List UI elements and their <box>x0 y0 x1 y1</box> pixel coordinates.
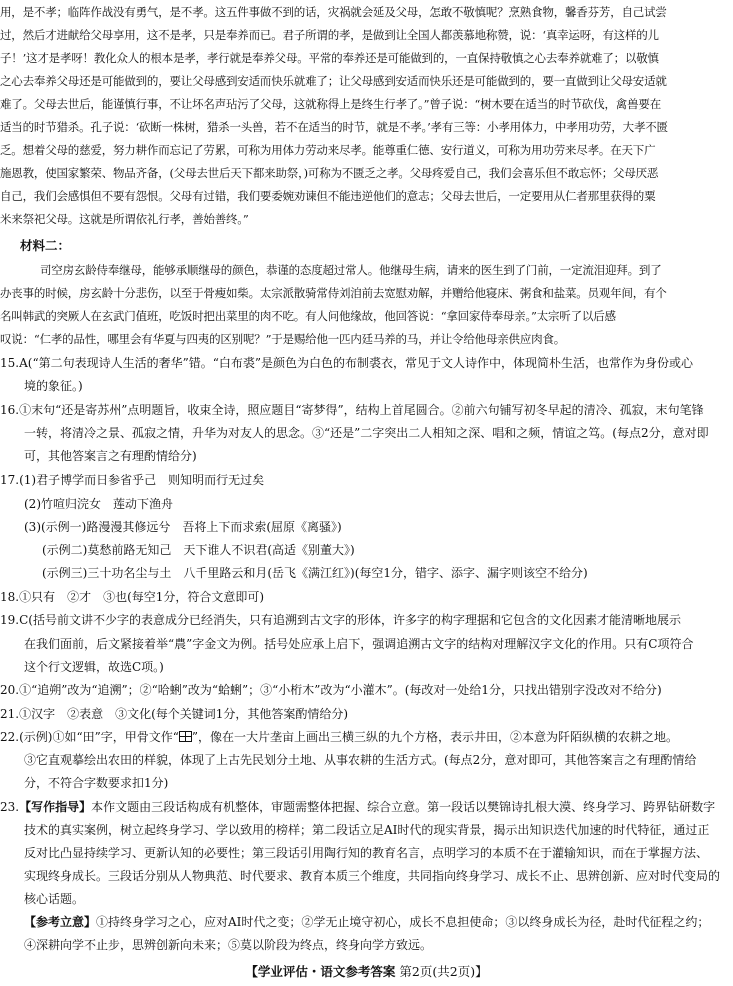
question-number: 16. <box>0 403 20 417</box>
answer-text: 核心话题。 <box>24 892 85 906</box>
answer-text: ①持终身学习之心，应对AI时代之变；②学无止境守初心，成长不息担使命；③以终身成长为径，赴时代征程之约； <box>96 915 710 929</box>
answer-text: 可，其他答案言之有理酌情给分) <box>24 449 197 463</box>
passage-line: 过，然后才进献给父母享用，这不是孝，只是奉养而已。君子所谓的孝，是做到让全国人都羡慕地称赞，说：‘真幸运呀，有这样的儿 <box>0 28 659 42</box>
answer-21 <box>0 706 348 722</box>
answer-text: ④深耕向学不止步，思辨创新向未来；⑤莫以阶段为终点，终身向学方致远。 <box>24 938 433 952</box>
passage-line: 乏。想着父母的慈爱，努力耕作而忘记了劳累，可称为用体力劳动来尽孝。能尊重仁德、安行道义，可称为用功劳来尽孝。在天下广 <box>0 143 656 157</box>
question-number: 22. <box>0 730 20 744</box>
oracle-field-glyph-icon <box>179 731 192 742</box>
material-two-heading: 材料二： <box>20 238 71 253</box>
answer-text: 一转，将清冷之景、孤寂之情，升华为对友人的思念。③“还是”二字突出二人相知之深、唱和之频，情谊之笃。(每点2分，意对即 <box>24 426 709 440</box>
answer-text: 实现终身成长。三段话分别从人物典范、时代要求、教育本质三个维度，共同指向终身学习、成长不止、思辨创新、应对时代变局的 <box>24 869 721 883</box>
answer-text: ③它直观摹绘出农田的样貌，体现了上古先民划分土地、从事农耕的生活方式。(每点2分，意对即可，其他答案言之有理酌情给 <box>24 753 697 767</box>
passage-line: 之心去奉养父母还是可能做到的，要让父母感到安适而快乐就难了；让父母感到安适而快乐还是可能做到的，要一直做到让父母安适就 <box>0 74 667 88</box>
question-number: 17. <box>0 473 20 487</box>
passage-line: 难了。父母去世后，能谨慎行事，不让坏名声玷污了父母，这就称得上是终生行孝了。”曾子说：“树木要在适当的时节砍伐，禽兽要在 <box>0 97 662 111</box>
page-footer <box>0 962 733 980</box>
writing-guide-label: 【写作指导】 <box>19 800 92 814</box>
answer-18 <box>0 589 264 605</box>
passage-line: 办丧事的时候，房玄龄十分悲伤，以至于骨瘦如柴。太宗派散骑常侍刘洎前去宽慰劝解，并赠给他寝床、粥食和盐菜。员观年间，有个 <box>0 286 667 300</box>
question-number: 15. <box>0 356 20 370</box>
answer-text: ①只有 ②才 ③也(每空1分，符合文意即可) <box>19 590 265 604</box>
answer-text: 反对比凸显持续学习、更新认知的必要性；第三段话引用陶行知的教育名言，点明学习的本质不在于灌输知识，而在于掌握方法、 <box>24 846 709 860</box>
answer-20 <box>0 682 662 698</box>
passage-line: 叹说：“仁孝的品性，哪里会有华夏与四夷的区别呢？”于是赐给他一匹内廷马养的马，并让令给他母亲供应肉食。 <box>0 332 566 346</box>
passage-line: 用，是不孝；临阵作战没有勇气，是不孝。这五件事做不到的话，灾祸就会延及父母，怎敢不敬慎呢？烹熟食物，馨香芬芳，自己试尝 <box>0 5 667 19</box>
answer-text: (2)竹喧归浣女 莲动下渔舟 <box>24 497 173 511</box>
question-number: 19. <box>0 613 20 627</box>
passage-line: 施恩教，使国家繁荣、物品齐备，(父母去世后天下都来助祭，)可称为不匮乏之孝。父母疼爱自己，我们会喜乐但不敢忘怀；父母厌恶 <box>0 166 659 180</box>
answer-text: (示例)①如“田”字，甲骨文作“ <box>19 730 179 744</box>
passage-line: 适当的时节猎杀。孔子说：‘砍断一株树，猎杀一头兽，若不在适当的时节，就是不孝。’孝有三等：小孝用体力，中孝用功劳，大孝不匮 <box>0 120 668 134</box>
passage-line: 米来祭祀父母。这就是所谓依礼行孝，善始善终。” <box>0 212 249 226</box>
question-number: 18. <box>0 590 20 604</box>
reference-theme-label: 【参考立意】 <box>24 915 97 929</box>
answer-text: (示例二)莫愁前路无知己 天下谁人不识君(高适《别董大》) <box>42 543 355 557</box>
answer-text: ①汉字 ②表意 ③文化(每个关键词1分，其他答案酌情给分) <box>19 707 349 721</box>
answer-text: (3)(示例一)路漫漫其修远兮 吾将上下而求索(屈原《离骚》) <box>24 520 342 534</box>
answer-text: (示例三)三十功名尘与土 八千里路云和月(岳飞《满江红》)(每空1分，错字、添字、漏字则该空不给分) <box>42 566 588 580</box>
question-number: 21. <box>0 707 20 721</box>
passage-line: 自己，我们会感惧但不要有怨恨。父母有过错，我们要委婉劝谏但不能违逆他们的意志；父母去世后，一定要用从仁者那里获得的粟 <box>0 189 656 203</box>
footer-page-number: 第2页(共2页)】 <box>399 964 488 979</box>
answer-text: 境的象征。) <box>24 379 83 393</box>
question-number: 20. <box>0 683 20 697</box>
answer-text: C(括号前文讲不少字的表意成分已经消失，只有追溯到古文字的形体，许多字的构字理据和它包含的文化因素才能清晰地展示 <box>19 613 681 627</box>
passage-line: 名叫韩武的突厥人在玄武门值班，吃饭时把出菜里的肉不吃。有人问他缘故，他回答说：“拿回家侍奉母亲。”太宗听了以后感 <box>0 309 616 323</box>
answer-text: ①末句“还是寄苏州”点明题旨，收束全诗，照应题目“寄梦得”，结构上首尾圆合。②前六句铺写初冬早起的清冷、孤寂，末句笔锋 <box>19 403 704 417</box>
answer-text: A(“第二句表现诗人生活的奢华”错。“白布裘”是颜色为白色的布制裘衣，常见于文人诗作中，体现简朴生活，也常作为身份或心 <box>19 356 693 370</box>
answer-text: 在我们面前，后文紧接着举“農”字金文为例。括号处应承上启下，强调追溯古文字的结构对理解汉字文化的作用。只有C项符合 <box>24 637 694 651</box>
passage-line: 司空房玄龄侍奉继母，能够承顺继母的颜色，恭谨的态度超过常人。他继母生病，请来的医生到了门前，一定流泪迎拜。到了 <box>40 263 662 277</box>
question-number: 23. <box>0 800 20 814</box>
answer-text: 本作文题由三段话构成有机整体，审题需整体把握、综合立意。第一段话以樊锦诗扎根大漠、终身学习、跨界钻研数字 <box>91 800 716 814</box>
answer-text: (1)君子博学而日参省乎己 则知明而行无过矣 <box>19 473 265 487</box>
answer-text: 分，不符合字数要求扣1分) <box>24 776 169 790</box>
answer-text: 这个行文逻辑，故选C项。) <box>24 660 164 674</box>
footer-brand: 【学业评估・语文参考答案 <box>245 964 396 979</box>
answer-text: 技术的真实案例，树立起终身学习、学以致用的榜样；第二段话立足AI时代的现实背景，揭示出知识迭代加速的时代特征，通过正 <box>24 823 710 837</box>
answer-text: ①“追朔”改为“追溯”；②“哈蜊”改为“蛤蜊”；③“小桁木”改为“小灌木”。(每改对一处给1分，只找出错别字没改对不给分) <box>19 683 662 697</box>
answer-text: ”，像在一大片垄亩上画出三横三纵的九个方格，表示井田，②本意为阡陌纵横的农耕之地。 <box>191 730 679 744</box>
passage-line: 子！’这才是孝呀！教化众人的根本是孝，孝行就是奉养父母。平常的奉养还是可能做到的，一直保持敬慎之心去奉养就难了；以敬慎 <box>0 51 659 65</box>
